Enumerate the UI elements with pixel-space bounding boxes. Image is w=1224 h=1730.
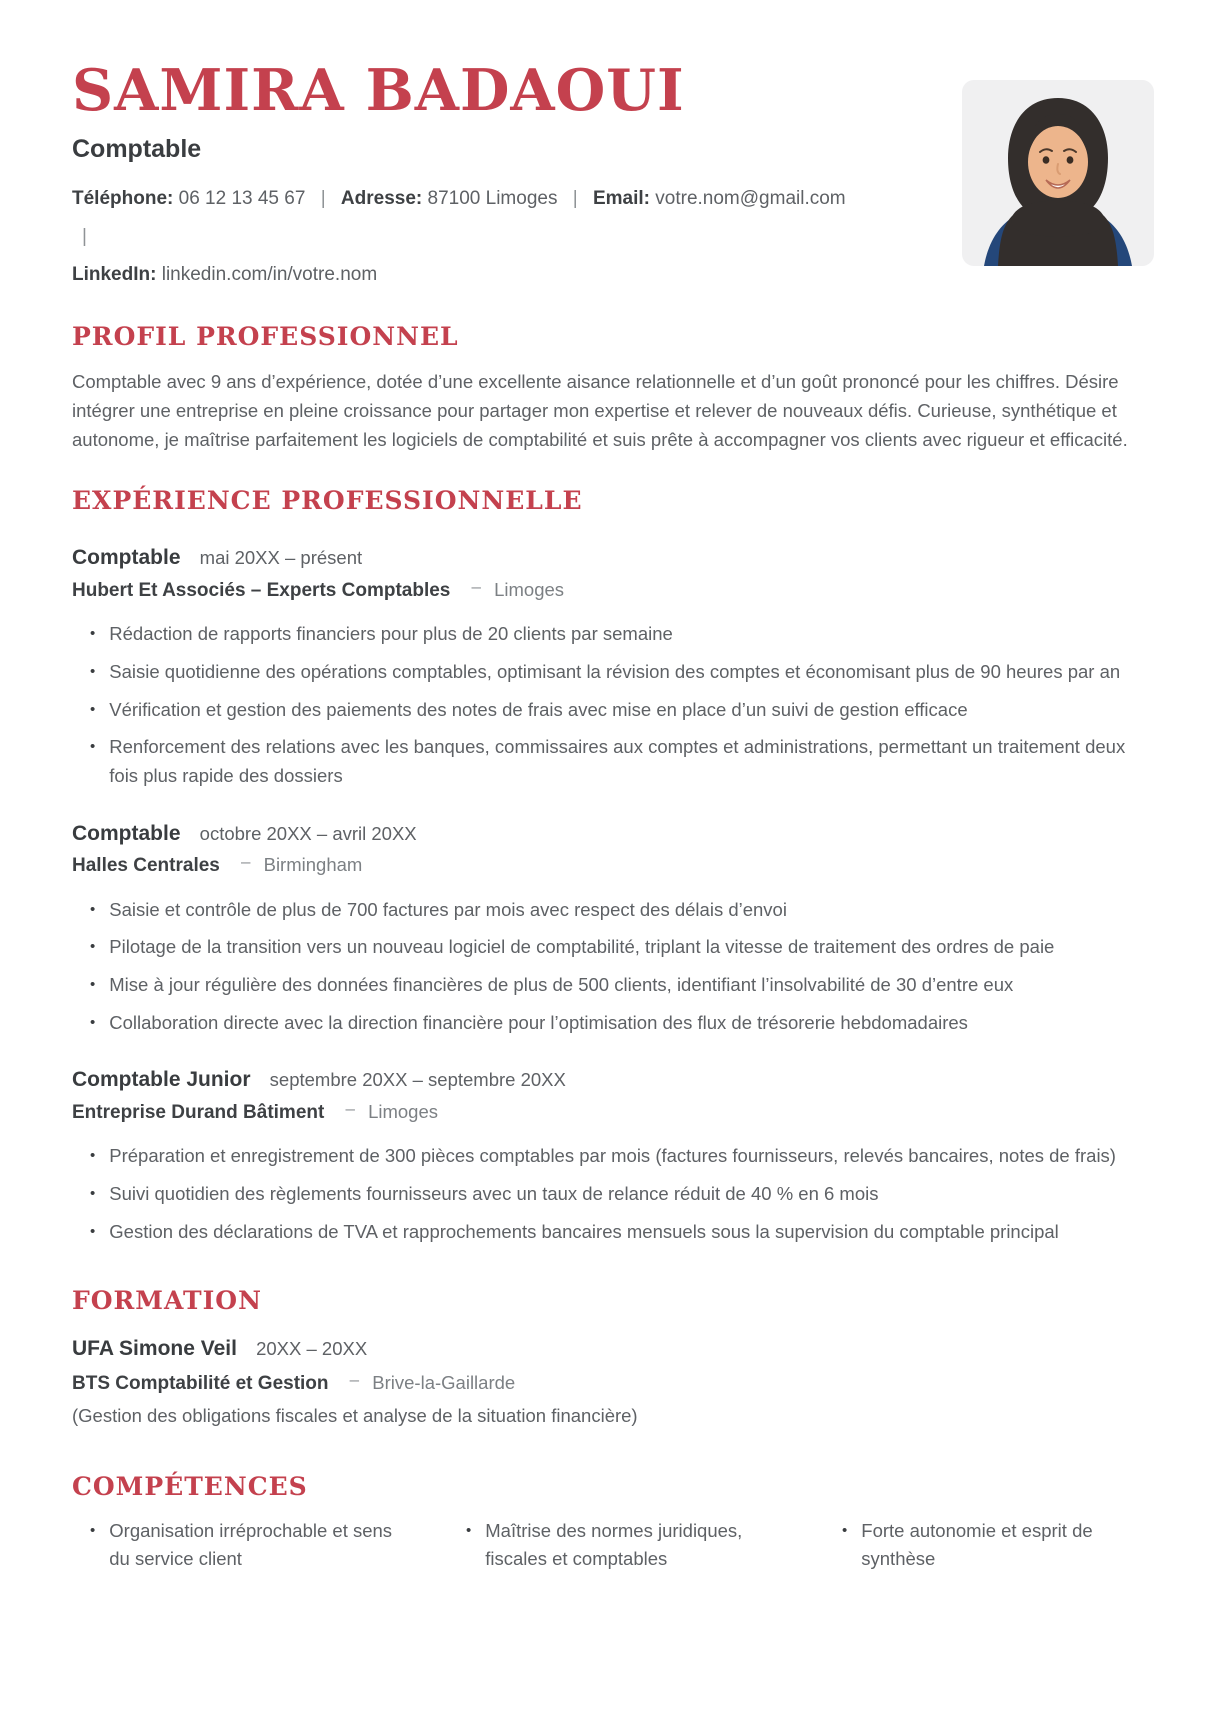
section-experience [72,486,1152,1246]
phone-value: 06 12 13 45 67 [178,187,306,209]
education-heading: FORMATION [72,1286,262,1316]
linkedin-label: LinkedIn: [72,263,157,285]
bullet-item: • Préparation et enregistrement de 300 pièces comptables par mois (factures fournisseurs, relevés bancaires, notes de frais) [72,1142,1152,1171]
linkedin-value: linkedin.com/in/votre.nom [161,263,378,285]
bullet-marker: • [90,900,96,918]
section-education [72,1286,1152,1431]
bullet-item: • Suivi quotidien des règlements fournisseurs avec un taux de relance réduit de 40 % en 6 mois [72,1180,1152,1209]
scarf-shape [1011,201,1105,237]
job-bullet-list [72,620,1152,790]
bullet-marker: • [90,1521,96,1539]
bullet-marker: • [90,1013,96,1031]
education-dates: 20XX – 20XX [256,1338,368,1360]
candidate-name: SAMIRA BADAOUI [72,57,685,124]
skill-item: • Forte autonomie et esprit de synthèse [824,1517,1152,1573]
bullet-marker: • [90,1147,96,1165]
job-location: Birmingham [263,854,363,876]
dash-separator: – [349,1370,360,1390]
job-title: Comptable [72,546,181,570]
bullet-marker: • [90,700,96,718]
section-profile [72,322,1152,455]
bullet-item: • Mise à jour régulière des données financières de plus de 500 clients, identifiant l’insolvabilité de 30 d’entre eux [72,971,1152,1000]
separator-pipe: | [82,225,87,247]
bullet-marker: • [90,976,96,994]
bullet-item: • Rédaction de rapports financiers pour plus de 20 clients par semaine [72,620,1152,649]
skill-item: • Maîtrise des normes juridiques, fiscales et comptables [448,1517,776,1573]
job-entry [72,1063,1152,1246]
address-value: 87100 Limoges [427,187,558,209]
bullet-marker: • [842,1521,848,1539]
education-degree: BTS Comptabilité et Gestion [72,1373,329,1395]
bullet-marker: • [90,738,96,756]
separator-pipe: | [320,187,326,209]
bullet-item: • Gestion des déclarations de TVA et rapprochements bancaires mensuels sous la supervision du comptable principal [72,1218,1152,1247]
experience-heading: EXPÉRIENCE PROFESSIONNELLE [72,486,583,516]
job-dates: octobre 20XX – avril 20XX [199,822,417,844]
address-label: Adresse: [340,187,423,209]
bullet-marker: • [466,1521,472,1539]
job-company: Hubert Et Associés – Experts Comptables [72,579,451,601]
job-dates: septembre 20XX – septembre 20XX [269,1069,566,1091]
job-company: Halles Centrales [72,855,220,877]
job-title: Comptable [72,821,181,845]
profile-heading: PROFIL PROFESSIONNEL [72,321,459,351]
bullet-marker: • [90,938,96,956]
job-bullet-list [72,1142,1152,1246]
bullet-marker: • [90,1222,96,1240]
bullet-item: • Collaboration directe avec la direction financière pour l’optimisation des flux de trésorerie hebdomadaires [72,1009,1152,1038]
phone-label: Téléphone: [72,187,174,209]
skills-heading: COMPÉTENCES [72,1471,308,1501]
separator-pipe: | [572,187,578,209]
bullet-marker: • [90,625,96,643]
dash-separator: – [345,1098,355,1118]
job-entry [72,817,1152,1038]
bullet-item: • Saisie quotidienne des opérations comptables, optimisant la révision des comptes et économisant plus de 90 heures par an [72,658,1152,687]
job-title: Comptable Junior [72,1068,251,1092]
skills-grid [72,1517,1152,1573]
profile-photo [962,80,1154,266]
job-location: Limoges [494,578,565,600]
education-location: Brive-la-Gaillarde [372,1372,516,1394]
dash-separator: – [241,852,251,872]
education-note: (Gestion des obligations fiscales et analyse de la situation financière) [72,1405,638,1427]
dash-separator: – [471,576,481,596]
job-location: Limoges [368,1100,439,1122]
candidate-job-title: Comptable [72,134,202,163]
skill-item: • Organisation irréprochable et sens du service client [72,1517,400,1573]
section-skills [72,1472,1152,1573]
job-entry [72,541,1152,790]
bullet-item: • Pilotage de la transition vers un nouveau logiciel de comptabilité, triplant la vitesse de traitement des ordres de paie [72,933,1152,962]
job-company: Entreprise Durand Bâtiment [72,1101,325,1123]
bullet-marker: • [90,1185,96,1203]
bullet-marker: • [90,663,96,680]
job-bullet-list [72,896,1152,1038]
bullet-item: • Saisie et contrôle de plus de 700 factures par mois avec respect des délais d’envoi [72,896,1152,925]
bullet-item: • Renforcement des relations avec les banques, commissaires aux comptes et administrations, permettant un traitement deux fois plus rapide des dossiers [72,733,1152,790]
bullet-item: • Vérification et gestion des paiements des notes de frais avec mise en place d’un suivi de gestion efficace [72,696,1152,725]
education-school: UFA Simone Veil [72,1337,237,1361]
profile-text: Comptable avec 9 ans d’expérience, dotée d’une excellente aisance relationnelle et d’un goût prononcé pour les chiffres. Désire intégrer une entreprise en pleine croissance pour partager mon expertise et relever de nouveaux défis. Curieuse, synthétique et autonome, je maîtrise parfaitement les logiciels de comptabilité et suis prête à accompagner vos clients avec rigueur et efficacité. [72,370,1128,451]
email-label: Email: [592,187,650,209]
job-dates: mai 20XX – présent [199,547,363,569]
email-value: votre.nom@gmail.com [655,187,846,209]
contact-info [72,180,862,294]
